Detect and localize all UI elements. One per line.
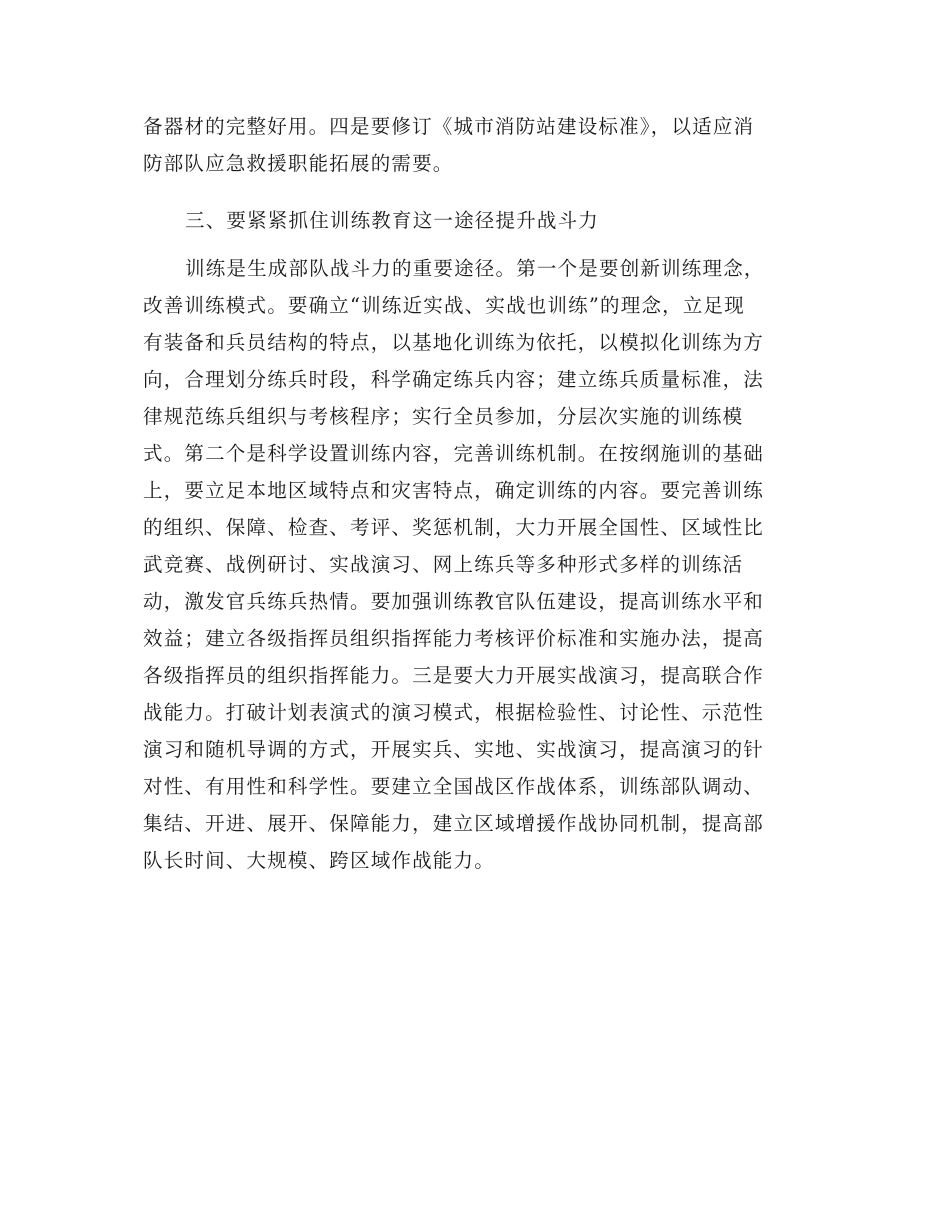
body-paragraph [143,250,803,879]
paragraph-line: 防部队应急救援职能拓展的需要。 [143,152,454,175]
continuation-paragraph [143,108,803,182]
paragraph-line: 效益；建立各级指挥员组织指挥能力考核评价标准和实施办法，提高 [143,627,765,650]
paragraph-line: 有装备和兵员结构的特点，以基地化训练为依托，以模拟化训练为方 [143,331,765,354]
paragraph-line: 队长时间、大规模、跨区域作战能力。 [143,849,495,872]
section-heading: 三、要紧紧抓住训练教育这一途径提升战斗力 [185,209,600,232]
paragraph-line: 战能力。打破计划表演式的演习模式，根据检验性、讨论性、示范性 [143,701,765,724]
paragraph-line: 改善训练模式。要确立“训练近实战、实战也训练”的理念，立足现 [143,294,745,317]
paragraph-line: 集结、开进、展开、保障能力，建立区域增援作战协同机制，提高部 [143,812,765,835]
paragraph-line: 备器材的完整好用。四是要修订《城市消防站建设标准》，以适应消 [143,115,755,138]
paragraph-line: 向，合理划分练兵时段，科学确定练兵内容；建立练兵质量标准，法 [143,368,765,391]
paragraph-line: 武竞赛、战例研讨、实战演习、网上练兵等多种形式多样的训练活 [143,553,744,576]
paragraph-line: 的组织、保障、检查、考评、奖惩机制，大力开展全国性、区域性比 [143,516,765,539]
paragraph-line: 律规范练兵组织与考核程序；实行全员参加，分层次实施的训练模 [143,405,744,428]
section-heading-block [143,202,803,239]
paragraph-line: 各级指挥员的组织指挥能力。三是要大力开展实战演习，提高联合作 [143,664,765,687]
paragraph-line: 上，要立足本地区域特点和灾害特点，确定训练的内容。要完善训练 [143,479,765,502]
paragraph-line: 对性、有用性和科学性。要建立全国战区作战体系，训练部队调动、 [143,775,765,798]
paragraph-line: 动，激发官兵练兵热情。要加强训练教官队伍建设，提高训练水平和 [143,590,765,613]
paragraph-line: 式。第二个是科学设置训练内容，完善训练机制。在按纲施训的基础 [143,442,765,465]
paragraph-line: 训练是生成部队战斗力的重要途径。第一个是要创新训练理念， [185,257,765,280]
paragraph-line: 演习和随机导调的方式，开展实兵、实地、实战演习，提高演习的针 [143,738,765,761]
